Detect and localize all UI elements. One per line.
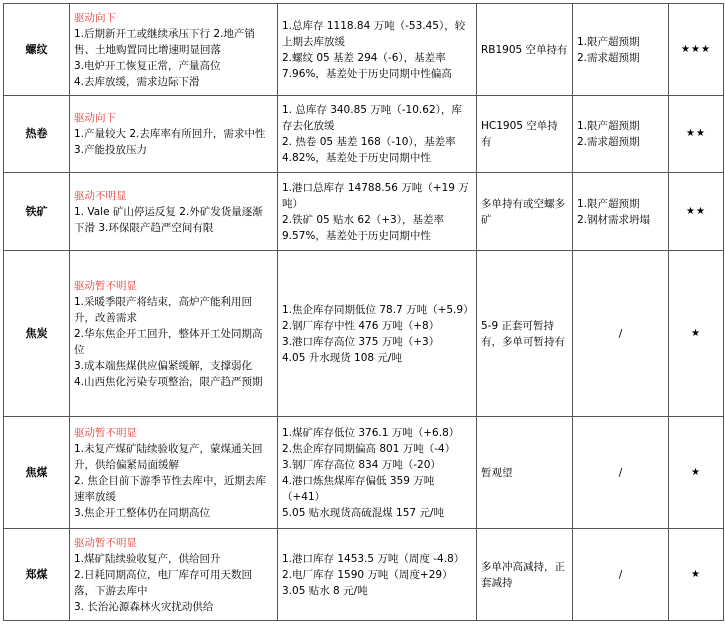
risk-cell <box>573 417 669 529</box>
driver-direction: 驱动暂不明显 <box>74 426 137 439</box>
data-cell <box>278 417 477 529</box>
driver-list <box>74 294 273 390</box>
strategy-item: 多单持有或空螺多矿 <box>481 197 565 226</box>
driver-item: 3. 长治沁源森林火灾扰动供给 <box>74 600 214 613</box>
strategy-cell <box>477 417 573 529</box>
driver-item: 4.山西焦化污染专项整治，限产趋严预期 <box>74 375 263 388</box>
commodity-name: 焦煤 <box>4 417 70 529</box>
driver-direction: 驱动向下 <box>74 112 116 124</box>
driver-cell <box>70 251 278 417</box>
driver-list <box>74 441 273 521</box>
data-item: 4.港口炼焦煤库存偏低 359 万吨（+41） <box>282 474 435 503</box>
data-cell <box>278 251 477 417</box>
risk-cell <box>573 96 669 173</box>
data-item: 1. 总库存 340.85 万吨（-10.62），库存去化放缓 <box>282 104 462 132</box>
risk-item: 1.限产超预期 <box>577 120 640 132</box>
driver-item: 1.采暖季限产将结束，高炉产能利用回升，改善需求 <box>74 295 253 324</box>
star-rating: ★ <box>669 529 724 621</box>
commodity-name: 郑煤 <box>4 529 70 621</box>
driver-direction: 驱动不明显 <box>74 189 127 202</box>
risk-item: 1.限产超预期 <box>577 197 640 210</box>
table-row <box>4 251 724 417</box>
driver-list <box>74 126 273 158</box>
star-rating: ★★★ <box>669 4 724 96</box>
driver-cell <box>70 173 278 251</box>
data-item: 1.煤矿库存低位 376.1 万吨（+6.8） <box>282 426 460 439</box>
risk-item: 2.需求超预期 <box>577 51 640 64</box>
strategy-cell <box>477 4 573 96</box>
strategy-item: HC1905 空单持有 <box>481 120 558 148</box>
strategy-cell <box>477 96 573 173</box>
risk-item: 1.限产超预期 <box>577 35 640 48</box>
driver-item: 1.未复产煤矿陆续验收复产，蒙煤通关回升，供给偏紧局面缓解 <box>74 442 263 471</box>
table-row <box>4 417 724 529</box>
strategy-cell <box>477 529 573 621</box>
driver-item: 3.焦企开工整体仍在同期高位 <box>74 506 211 519</box>
data-cell <box>278 529 477 621</box>
risk-item: / <box>618 327 623 340</box>
driver-list <box>74 26 273 90</box>
table-row <box>4 4 724 96</box>
star-rating: ★ <box>669 417 724 529</box>
data-item: 1.焦企库存同期低位 78.7 万吨（+5.9） <box>282 303 474 316</box>
star-rating: ★ <box>669 251 724 417</box>
star-rating: ★★ <box>669 173 724 251</box>
data-item: 2.螺纹 05 基差 294（-6），基差率 7.96%，基差处于历史同期中性偏高 <box>282 51 452 80</box>
data-cell <box>278 173 477 251</box>
risk-cell <box>573 251 669 417</box>
data-item: 5.05 贴水现货高硫混煤 157 元/吨 <box>282 506 444 519</box>
data-item: 4.05 升水现货 108 元/吨 <box>282 351 402 364</box>
risk-cell <box>573 529 669 621</box>
data-cell <box>278 96 477 173</box>
driver-direction: 驱动向下 <box>74 11 116 24</box>
risk-item: / <box>618 466 623 479</box>
commodity-name: 铁矿 <box>4 173 70 251</box>
strategy-item: 多单冲高减持，正套减持 <box>481 560 565 589</box>
data-item: 2.钢厂库存中性 476 万吨（+8） <box>282 319 440 332</box>
strategy-cell <box>477 173 573 251</box>
data-item: 2.铁矿 05 贴水 62（+3），基差率 9.57%，基差处于历史同期中性 <box>282 213 444 242</box>
risk-item: / <box>618 568 623 581</box>
driver-item: 2.华东焦企开工回升，整体开工处同期高位 <box>74 327 263 356</box>
risk-item: 2.需求超预期 <box>577 136 640 148</box>
driver-cell <box>70 4 278 96</box>
driver-item: 4.去库放缓，需求边际下滑 <box>74 75 200 88</box>
data-item: 3.05 贴水 8 元/吨 <box>282 584 368 597</box>
driver-list <box>74 551 273 615</box>
commodity-name: 焦炭 <box>4 251 70 417</box>
data-item: 2.焦企库存同期偏高 801 万吨（-4） <box>282 442 456 455</box>
driver-item: 1.产量较大 2.去库率有所回升，需求中性 3.产能投放压力 <box>74 128 266 156</box>
strategy-item: 暂观望 <box>481 466 513 479</box>
driver-list <box>74 204 273 236</box>
commodity-name: 热卷 <box>4 96 70 173</box>
commodity-strategy-table <box>3 3 724 621</box>
driver-cell <box>70 529 278 621</box>
driver-item: 2.日耗同期高位，电厂库存可用天数回落，下游去库中 <box>74 568 253 597</box>
strategy-cell <box>477 251 573 417</box>
data-item: 3.钢厂库存高位 834 万吨（-20） <box>282 458 441 471</box>
data-cell <box>278 4 477 96</box>
driver-item: 1. Vale 矿山停运反复 2.外矿发货量逐渐下滑 3.环保限产趋严空间有限 <box>74 205 263 234</box>
data-item: 1.总库存 1118.84 万吨（-53.45），较上期去库放缓 <box>282 19 466 48</box>
data-item: 1.港口总库存 14788.56 万吨（+19 万吨） <box>282 181 469 210</box>
strategy-item: RB1905 空单持有 <box>481 43 568 56</box>
strategy-item: 5-9 正套可暂持有，多单可暂持有 <box>481 319 565 348</box>
data-item: 2. 热卷 05 基差 168（-10），基差率 4.82%，基差处于历史同期中性 <box>282 136 456 164</box>
driver-item: 1.煤矿陆续验收复产，供给回升 <box>74 552 221 565</box>
data-item: 2.电厂库存 1590 万吨（周度+29） <box>282 568 453 581</box>
driver-item: 2. 焦企目前下游季节性去库中，近期去库速率放缓 <box>74 474 266 503</box>
driver-item: 1.后期新开工或继续承压下行 2.地产销售、土地购置同比增速明显回落 <box>74 27 255 56</box>
commodity-name: 螺纹 <box>4 4 70 96</box>
star-rating: ★★ <box>669 96 724 173</box>
table-row <box>4 173 724 251</box>
driver-item: 3.电炉开工恢复正常，产量高位 <box>74 59 221 72</box>
driver-direction: 驱动暂不明显 <box>74 279 137 292</box>
driver-cell <box>70 96 278 173</box>
driver-direction: 驱动暂不明显 <box>74 536 137 549</box>
risk-cell <box>573 4 669 96</box>
risk-item: 2.钢材需求坍塌 <box>577 213 651 226</box>
table-row <box>4 529 724 621</box>
data-item: 1.港口库存 1453.5 万吨（周度 -4.8） <box>282 552 465 565</box>
data-item: 3.港口库存高位 375 万吨（+3） <box>282 335 440 348</box>
risk-cell <box>573 173 669 251</box>
driver-item: 3.成本端焦煤供应偏紧缓解，支撑弱化 <box>74 359 253 372</box>
table-row <box>4 96 724 173</box>
driver-cell <box>70 417 278 529</box>
